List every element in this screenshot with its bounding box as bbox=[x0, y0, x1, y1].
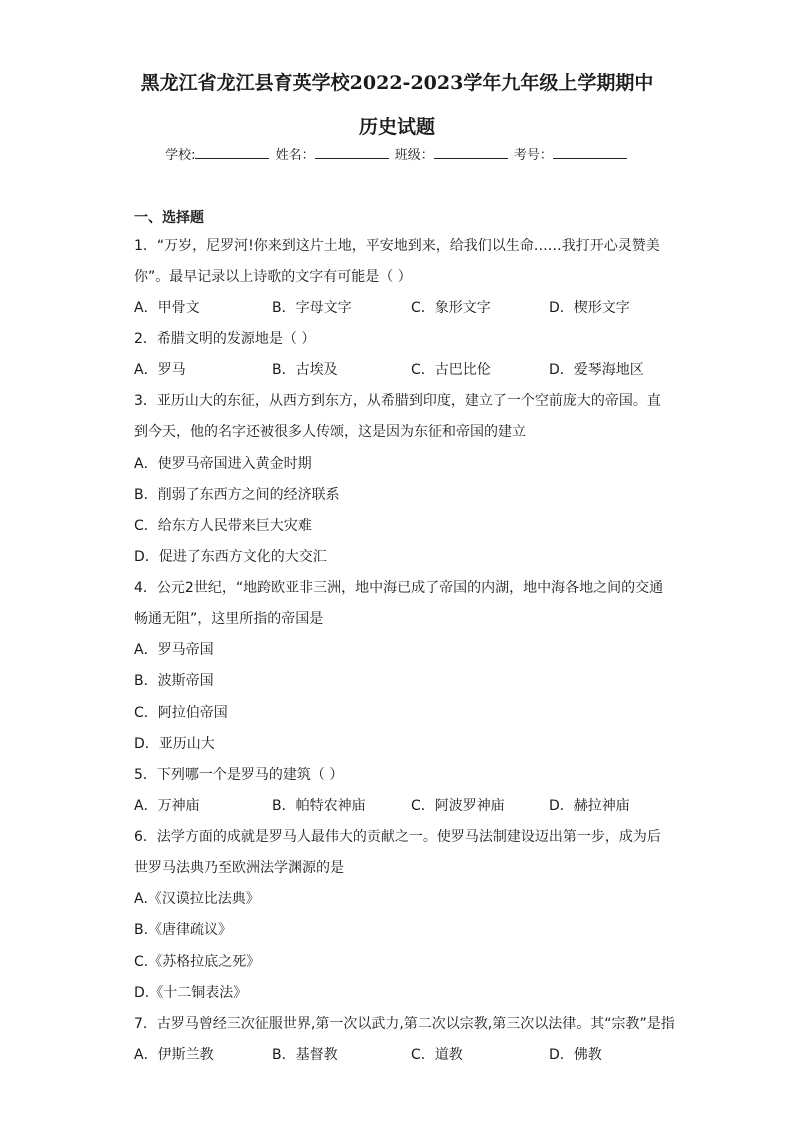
q1-option-d: D．楔形文字 bbox=[549, 300, 630, 316]
q3-option-b: B．削弱了东西方之间的经济联系 bbox=[134, 487, 340, 503]
q4-option-b: B．波斯帝国 bbox=[134, 673, 214, 689]
question-5-text: 5．下列哪一个是罗马的建筑（ ） bbox=[134, 767, 344, 783]
question-3-text: 3．亚历山大的东征，从西方到东方，从希腊到印度，建立了一个空前庞大的帝国。直 bbox=[134, 393, 661, 409]
question-1-text: 1．“万岁，尼罗河!你来到这片土地，平安地到来，给我们以生命……我打开心灵赞美 bbox=[134, 238, 660, 254]
exam-title-line1: 黑龙江省龙江县育英学校2022-2023学年九年级上学期期中 bbox=[140, 72, 654, 94]
question-7-text: 7．古罗马曾经三次征服世界,第一次以武力,第二次以宗教,第三次以法律。其“宗教”是指 bbox=[134, 1016, 675, 1032]
question-4-text: 4．公元2世纪，“地跨欧亚非三洲，地中海已成了帝国的内湖，地中海各地之间的交通 bbox=[134, 580, 664, 596]
q2-option-a: A．罗马 bbox=[134, 362, 186, 378]
exam-number-label: 考号： bbox=[513, 148, 553, 163]
q5-option-b: B．帕特农神庙 bbox=[272, 798, 366, 814]
q6-option-d: D.《十二铜表法》 bbox=[134, 985, 248, 1001]
q7-option-d: D．佛教 bbox=[549, 1047, 602, 1063]
name-blank[interactable] bbox=[315, 146, 389, 159]
q1-option-b: B．字母文字 bbox=[272, 300, 352, 316]
q1-option-a: A．甲骨文 bbox=[134, 300, 200, 316]
class-blank[interactable] bbox=[434, 146, 508, 159]
q3-option-a: A．使罗马帝国进入黄金时期 bbox=[134, 456, 312, 472]
section-heading: 一、选择题 bbox=[134, 210, 204, 226]
class-label: 班级： bbox=[394, 148, 434, 163]
q4-option-c: C．阿拉伯帝国 bbox=[134, 705, 228, 721]
question-3-text: 到今天，他的名字还被很多人传颂，这是因为东征和帝国的建立 bbox=[134, 424, 526, 440]
q4-option-a: A．罗马帝国 bbox=[134, 642, 214, 658]
q2-option-d: D．爱琴海地区 bbox=[549, 362, 644, 378]
q1-option-c: C．象形文字 bbox=[411, 300, 491, 316]
q6-option-a: A.《汉谟拉比法典》 bbox=[134, 891, 260, 907]
q3-option-d: D．促进了东西方文化的大交汇 bbox=[134, 549, 327, 565]
name-label: 姓名： bbox=[275, 148, 315, 163]
q7-option-c: C．道教 bbox=[411, 1047, 463, 1063]
question-6-text: 6．法学方面的成就是罗马人最伟大的贡献之一。使罗马法制建设迈出第一步，成为后 bbox=[134, 829, 661, 845]
q3-option-c: C．给东方人民带来巨大灾难 bbox=[134, 518, 312, 534]
question-4-text: 畅通无阻”，这里所指的帝国是 bbox=[134, 611, 324, 627]
question-2-text: 2．希腊文明的发源地是（ ） bbox=[134, 331, 316, 347]
q2-option-b: B．古埃及 bbox=[272, 362, 338, 378]
q5-option-d: D．赫拉神庙 bbox=[549, 798, 630, 814]
q5-option-a: A．万神庙 bbox=[134, 798, 200, 814]
exam-title-line2: 历史试题 bbox=[358, 116, 435, 138]
q7-option-a: A．伊斯兰教 bbox=[134, 1047, 214, 1063]
question-1-text: 你”。最早记录以上诗歌的文字有可能是（ ） bbox=[134, 269, 412, 285]
q7-option-b: B．基督教 bbox=[272, 1047, 338, 1063]
q2-option-c: C．古巴比伦 bbox=[411, 362, 491, 378]
exam-number-blank[interactable] bbox=[553, 146, 627, 159]
school-label: 学校: bbox=[165, 148, 196, 163]
q4-option-d: D．亚历山大 bbox=[134, 736, 215, 752]
student-info-row bbox=[0, 144, 794, 163]
q5-option-c: C．阿波罗神庙 bbox=[411, 798, 505, 814]
q6-option-b: B.《唐律疏议》 bbox=[134, 922, 233, 938]
question-6-text: 世罗马法典乃至欧洲法学渊源的是 bbox=[134, 860, 344, 876]
q6-option-c: C.《苏格拉底之死》 bbox=[134, 954, 261, 970]
school-blank[interactable] bbox=[195, 146, 269, 159]
